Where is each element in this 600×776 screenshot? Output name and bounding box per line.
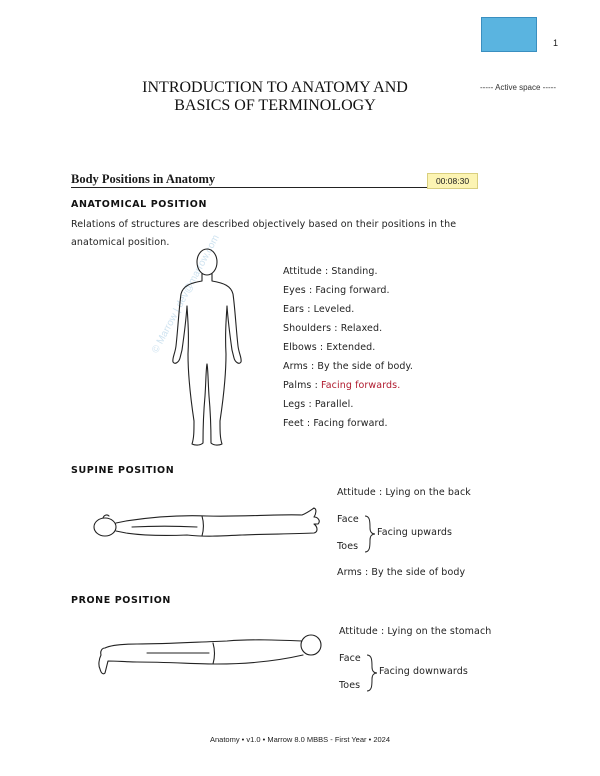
prone-attitude: Attitude : Lying on the stomach <box>339 626 492 637</box>
list-item: Ears : Leveled. <box>283 304 355 315</box>
list-item: Palms : Facing forwards. <box>283 380 401 391</box>
watermark: © Marrow | dev@marrow.com <box>150 233 222 356</box>
list-item: Attitude : Standing. <box>283 266 378 277</box>
page-footer: Anatomy • v1.0 • Marrow 8.0 MBBS - First Year • 2024 <box>209 735 391 744</box>
list-item: Legs : Parallel. <box>283 399 354 410</box>
prone-position-heading: PRONE POSITION <box>71 595 171 606</box>
supine-bracket-text: Facing upwards <box>377 527 453 538</box>
page-number: 1 <box>553 38 559 48</box>
supine-toes-label: Toes <box>337 541 359 552</box>
list-item: Arms : By the side of body. <box>283 361 413 372</box>
anatomical-attribute-list <box>283 262 413 433</box>
prone-bracket-text: Facing downwards <box>379 666 468 677</box>
highlighted-value: Facing forwards. <box>321 380 401 391</box>
prone-face-label: Face <box>339 653 361 664</box>
prone-toes-label: Toes <box>339 680 361 691</box>
supine-arms: Arms : By the side of body <box>337 567 466 578</box>
title-line-2: BASICS OF TERMINOLOGY <box>174 97 376 114</box>
anatomical-position-heading: ANATOMICAL POSITION <box>71 199 208 210</box>
active-space-box <box>481 17 537 52</box>
video-timestamp-badge[interactable]: 00:08:30 <box>427 173 478 189</box>
supine-attitude: Attitude : Lying on the back <box>337 487 471 498</box>
section-divider <box>71 187 477 188</box>
active-space-label: ----- Active space ----- <box>480 83 556 92</box>
supine-position-heading: SUPINE POSITION <box>71 465 175 476</box>
supine-bracket <box>363 514 377 554</box>
list-item: Elbows : Extended. <box>283 342 376 353</box>
prone-bracket <box>365 653 379 693</box>
page-title <box>100 79 450 115</box>
list-item: Shoulders : Relaxed. <box>283 323 383 334</box>
list-item: Eyes : Facing forward. <box>283 285 390 296</box>
list-item: Feet : Facing forward. <box>283 418 388 429</box>
supine-figure-illustration <box>92 505 324 545</box>
standing-figure-illustration <box>170 246 260 451</box>
title-line-1: INTRODUCTION TO ANATOMY AND <box>142 79 408 96</box>
section-heading: Body Positions in Anatomy <box>71 172 216 186</box>
anatomical-intro-text: Relations of structures are described objectively based on their positions in the anatomical position. <box>71 219 457 248</box>
prone-figure-illustration <box>97 631 327 681</box>
supine-face-label: Face <box>337 514 359 525</box>
